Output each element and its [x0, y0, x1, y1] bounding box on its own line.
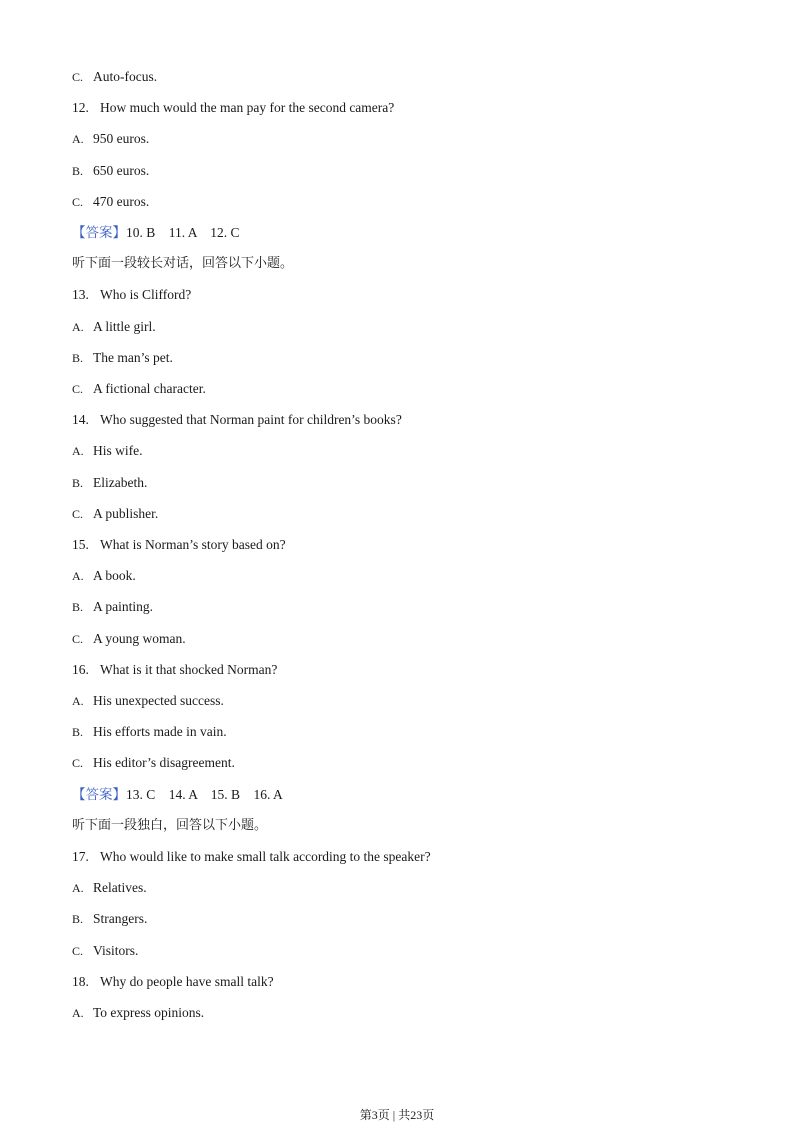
answer-option: [72, 318, 156, 336]
option-letter: C.: [72, 506, 84, 521]
answer-option: [72, 68, 157, 86]
answer-option: [72, 474, 147, 492]
answer-option: [72, 942, 138, 960]
answer-option: [72, 630, 186, 648]
answer-option: [72, 380, 206, 398]
instruction-text: 听下面一段较长对话，回答以下小题。: [72, 256, 294, 272]
option-text: His editor’s disagreement.: [93, 755, 235, 771]
option-text: To express opinions.: [93, 1005, 205, 1020]
option-letter: B.: [72, 163, 84, 178]
option-text: A book.: [93, 568, 136, 584]
answer-option: [72, 598, 153, 616]
answer-values: 10. B 11. A 12. C: [126, 225, 240, 240]
option-text: The man’s pet.: [93, 349, 173, 365]
option-letter: C.: [72, 631, 84, 646]
option-text: A fictional character.: [93, 381, 206, 396]
option-text: A publisher.: [93, 505, 159, 521]
option-letter: B.: [72, 725, 84, 740]
option-letter: C.: [72, 943, 84, 958]
answer-values: 13. C 14. A 15. B 16. A: [126, 786, 283, 802]
option-text: His efforts made in vain.: [93, 724, 227, 740]
question-number: 12.: [72, 100, 89, 116]
option-letter: A.: [72, 319, 84, 334]
option-letter: A.: [72, 569, 84, 584]
option-text: Auto-focus.: [93, 69, 158, 84]
option-letter: A.: [72, 444, 84, 459]
option-letter: C.: [72, 756, 84, 771]
option-text: 950 euros.: [93, 131, 150, 147]
option-letter: A.: [72, 1006, 84, 1020]
page-footer: 第3页 | 共23页: [359, 1108, 435, 1122]
option-text: A young woman.: [93, 630, 186, 646]
section-instruction: [72, 255, 293, 273]
answer-tag: 【答案】: [72, 225, 126, 240]
question: [72, 848, 431, 866]
answer-option: [72, 505, 158, 523]
answer-option: [72, 1004, 204, 1022]
answer-option: [72, 442, 143, 460]
answer-key: [72, 224, 240, 242]
instruction-text: 听下面一段独白，回答以下小题。: [72, 817, 268, 833]
answer-option: [72, 193, 149, 211]
answer-option: [72, 692, 224, 710]
answer-option: [72, 162, 149, 180]
option-letter: C.: [72, 70, 84, 84]
question: [72, 411, 402, 429]
section-instruction: [72, 817, 267, 835]
question-number: 13.: [72, 287, 89, 303]
question-number: 18.: [72, 973, 89, 989]
question-number: 15.: [72, 537, 89, 552]
option-text: A little girl.: [93, 318, 156, 334]
option-letter: B.: [72, 912, 84, 927]
answer-option: [72, 879, 147, 897]
option-letter: B.: [72, 350, 84, 365]
question-text: How much would the man pay for the second camera?: [100, 100, 395, 116]
question-text: What is it that shocked Norman?: [100, 661, 278, 677]
answer-option: [72, 130, 149, 148]
answer-option: [72, 723, 227, 741]
option-letter: C.: [72, 382, 84, 396]
answer-option: [72, 910, 147, 928]
question: [72, 99, 394, 117]
answer-option: [72, 754, 235, 772]
question: [72, 661, 277, 679]
option-text: His wife.: [93, 443, 143, 459]
option-text: Elizabeth.: [93, 474, 148, 490]
option-text: Visitors.: [93, 942, 139, 958]
option-letter: B.: [72, 475, 84, 490]
question-text: Who is Clifford?: [100, 287, 192, 303]
question-text: Why do people have small talk?: [100, 973, 274, 989]
option-letter: C.: [72, 194, 84, 209]
question-text: Who would like to make small talk according to the speaker?: [100, 849, 431, 864]
answer-option: [72, 349, 173, 367]
answer-option: [72, 567, 136, 585]
option-text: 470 euros.: [93, 193, 150, 209]
question-text: What is Norman’s story based on?: [100, 537, 286, 552]
question-text: Who suggested that Norman paint for children’s books?: [100, 412, 402, 428]
question: [72, 536, 286, 554]
answer-tag: 【答案】: [72, 786, 126, 802]
option-letter: A.: [72, 132, 84, 147]
option-letter: A.: [72, 881, 84, 896]
question-number: 14.: [72, 412, 89, 428]
question-number: 16.: [72, 661, 89, 677]
option-text: Strangers.: [93, 911, 148, 927]
answer-key: [72, 786, 283, 804]
option-text: Relatives.: [93, 880, 147, 896]
question-number: 17.: [72, 849, 89, 864]
option-letter: A.: [72, 694, 84, 708]
option-text: 650 euros.: [93, 162, 150, 178]
option-letter: B.: [72, 600, 84, 615]
question: [72, 286, 191, 304]
option-text: A painting.: [93, 599, 153, 615]
question: [72, 973, 274, 991]
option-text: His unexpected success.: [93, 693, 224, 708]
